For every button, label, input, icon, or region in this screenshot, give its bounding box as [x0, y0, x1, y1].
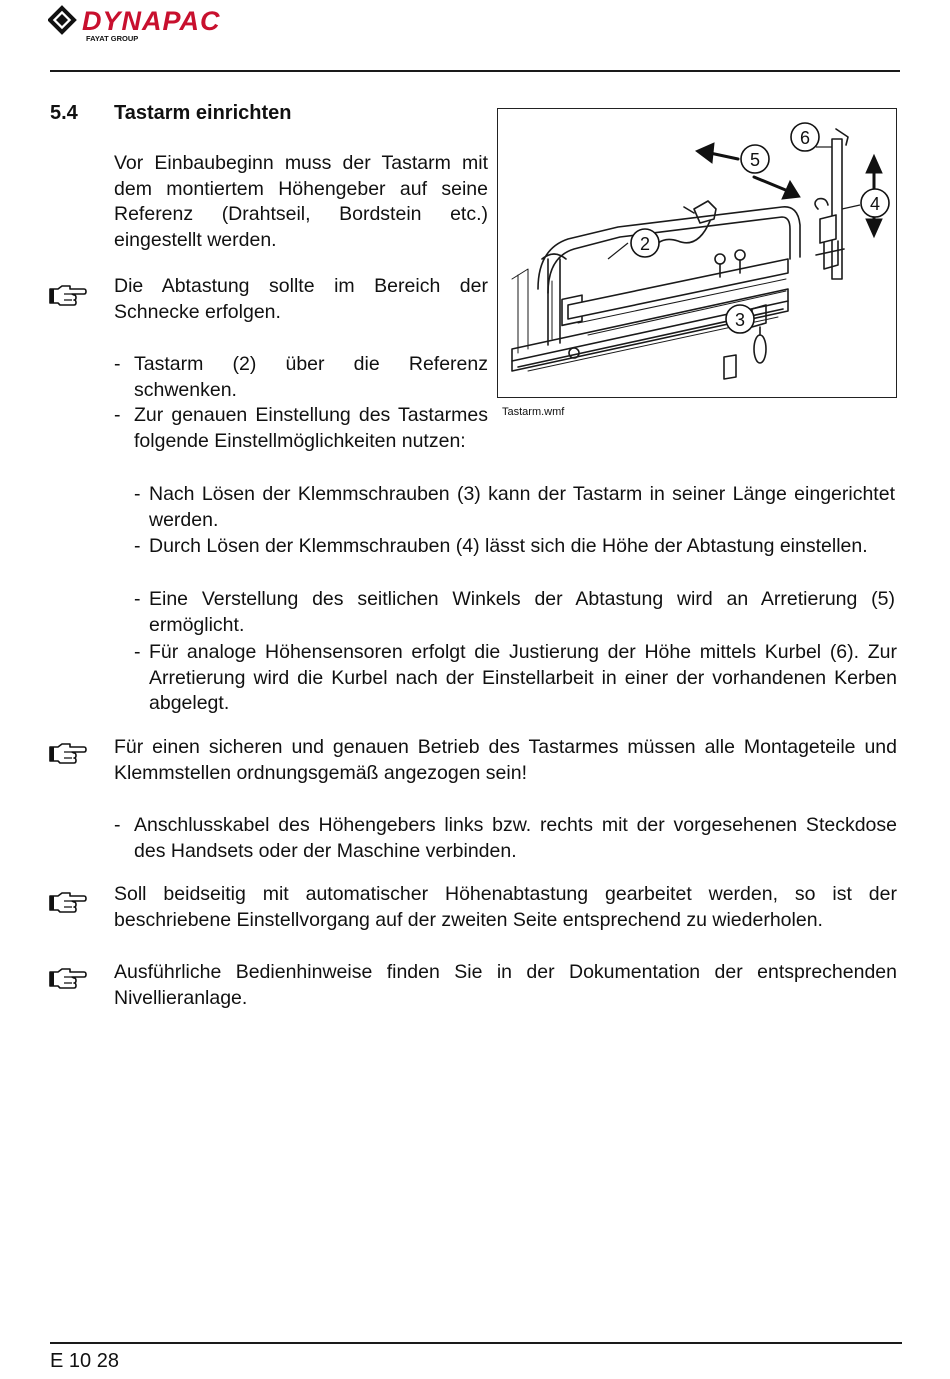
header-rule: [50, 70, 900, 72]
note-paragraph-3: Soll beidseitig mit automatischer Höhenabtastung gearbeitet werden, so ist der beschriebene Einstellvorgang auf der zweiten Seite entsprechend zu wiederholen.: [114, 883, 897, 931]
note-paragraph-4: Ausführliche Bedienhinweise finden Sie in der Dokumentation der entsprechenden Nivellieranlage.: [114, 961, 897, 1009]
page-number: E 10 28: [50, 1350, 119, 1372]
step-3: Anschlusskabel des Höhengebers links bzw. rechts mit der vorgesehenen Steckdose des Handsets oder der Maschine verbinden.: [134, 814, 897, 862]
note-paragraph-2: Für einen sicheren und genauen Betrieb des Tastarmes müssen alle Montageteile und Klemmstellen ordnungsgemäß angezogen sein!: [114, 736, 897, 784]
callout-6: 6: [799, 128, 811, 148]
callout-4: 4: [869, 194, 881, 214]
callout-5: 5: [749, 150, 761, 170]
step-dash-3: -: [114, 814, 121, 836]
substep-1: Nach Lösen der Klemmschrauben (3) kann der Tastarm in seiner Länge eingerichtet werden.: [149, 483, 895, 531]
step-2: Zur genauen Einstellung des Tastarmes folgende Einstellmöglichkeiten nutzen:: [134, 404, 488, 452]
substep-2: Durch Lösen der Klemmschrauben (4) lässt sich die Höhe der Abtastung einstellen.: [149, 535, 868, 557]
substep-3: Eine Verstellung des seitlichen Winkels der Abtastung wird an Arretierung (5) ermöglicht.: [149, 588, 895, 636]
pointing-hand-icon: [48, 890, 88, 916]
logo-group: FAYAT GROUP: [86, 34, 139, 43]
intro-paragraph: Vor Einbaubeginn muss der Tastarm mit dem montiertem Höhengeber auf seine Referenz (Drahtseil, Bordstein etc.) eingestellt werden.: [114, 152, 488, 251]
step-dash-1: -: [114, 353, 121, 375]
substep-4: Für analoge Höhensensoren erfolgt die Justierung der Höhe mittels Kurbel (6). Zur Arretierung wird die Kurbel nach der Einstellarbeit in einer der vorhandenen Kerben abgelegt.: [149, 641, 897, 714]
logo-diamond-icon: [50, 8, 74, 32]
logo-wordmark: DYNAPAC: [82, 6, 221, 36]
pointing-hand-icon: [48, 741, 88, 767]
callout-2: 2: [639, 234, 651, 254]
dynapac-logo: [48, 4, 308, 48]
section-number: 5.4: [50, 102, 78, 124]
tastarm-illustration: [498, 109, 896, 397]
pointing-hand-icon: [48, 283, 88, 309]
substep-dash-3: -: [134, 588, 141, 610]
substep-dash-4: -: [134, 641, 141, 663]
substep-dash-2: -: [134, 535, 141, 557]
figure-caption: Tastarm.wmf: [502, 406, 565, 418]
section-title: Tastarm einrichten: [114, 102, 292, 124]
figure-frame: [497, 108, 897, 398]
callout-3: 3: [734, 310, 746, 330]
substep-dash-1: -: [134, 483, 141, 505]
note-paragraph-1: Die Abtastung sollte im Bereich der Schnecke erfolgen.: [114, 275, 488, 323]
step-1: Tastarm (2) über die Referenz schwenken.: [134, 353, 488, 401]
pointing-hand-icon: [48, 966, 88, 992]
footer-rule: [50, 1342, 902, 1344]
step-dash-2: -: [114, 404, 121, 426]
